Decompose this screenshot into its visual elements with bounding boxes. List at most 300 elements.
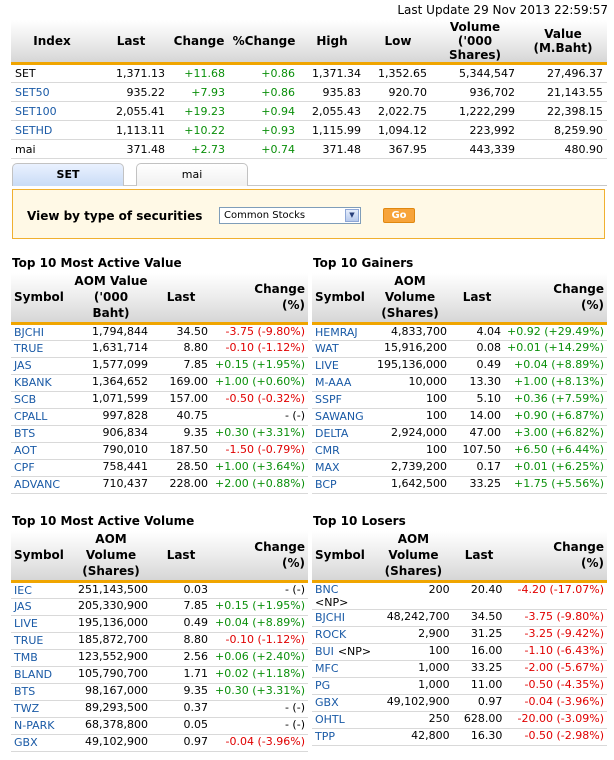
table-row <box>312 391 607 408</box>
change-value: +1.00 (+3.64%) <box>211 459 308 476</box>
most-active-value-title: Top 10 Most Active Value <box>12 256 182 270</box>
last-price: 8.80 <box>151 340 211 357</box>
table-row <box>11 615 308 632</box>
symbol-link[interactable] <box>312 476 370 493</box>
symbol-text: BUI <box>315 645 334 658</box>
table-row <box>11 408 308 425</box>
change-value: +0.15 (+1.95%) <box>211 357 308 374</box>
table-row <box>312 442 607 459</box>
change-value: +0.90 (+6.87%) <box>504 408 607 425</box>
symbol-link[interactable] <box>312 609 374 626</box>
last-price: 0.49 <box>450 357 504 374</box>
symbol-text: BTS <box>14 685 36 698</box>
go-button[interactable]: Go <box>383 208 415 223</box>
index-change: +19.23 <box>169 102 229 121</box>
table-row <box>312 476 607 493</box>
index-value: 480.90 <box>519 140 607 159</box>
last-price: 2.56 <box>151 649 211 666</box>
last-price: 47.00 <box>450 425 504 442</box>
last-price: 14.00 <box>450 408 504 425</box>
symbol-text: TPP <box>315 730 335 743</box>
last-price: 11.00 <box>453 677 506 694</box>
change-value: -3.75 (-9.80%) <box>211 323 308 340</box>
last-price: 7.85 <box>151 598 211 615</box>
aom-value: 123,552,900 <box>71 649 151 666</box>
last-price: 228.00 <box>151 476 211 493</box>
symbol-link[interactable] <box>11 425 71 442</box>
index-table-header <box>11 20 607 64</box>
symbol-text: CPALL <box>14 410 48 423</box>
securities-type-select[interactable] <box>219 207 361 224</box>
index-name[interactable]: SET100 <box>11 102 93 121</box>
last-price: 0.97 <box>453 694 506 711</box>
table-row <box>11 717 308 734</box>
table-row <box>312 323 607 340</box>
index-high: 2,055.43 <box>299 102 365 121</box>
table-row <box>11 357 308 374</box>
filter-label: View by type of securities <box>27 209 203 223</box>
change-value: +3.00 (+6.82%) <box>504 425 607 442</box>
losers-title: Top 10 Losers <box>313 514 406 528</box>
change-value: -0.10 (-1.12%) <box>211 340 308 357</box>
table-row <box>11 683 308 700</box>
change-value: -1.50 (-0.79%) <box>211 442 308 459</box>
table-row <box>11 598 308 615</box>
last-price: 9.35 <box>151 683 211 700</box>
index-volume: 443,339 <box>431 140 519 159</box>
col-change: Change (%) <box>505 531 607 581</box>
index-name: mai <box>11 140 93 159</box>
col-symbol: Symbol <box>312 273 370 323</box>
change-value: -1.10 (-6.43%) <box>505 643 607 660</box>
symbol-link[interactable] <box>312 643 374 660</box>
symbol-text: BNC <box>315 582 339 596</box>
table-row <box>11 374 308 391</box>
change-value: -0.50 (-0.32%) <box>211 391 308 408</box>
symbol-link[interactable] <box>11 408 71 425</box>
table-row <box>312 357 607 374</box>
aom-value: 1,577,099 <box>71 357 151 374</box>
table-row <box>11 323 308 340</box>
aom-value: 2,739,200 <box>370 459 450 476</box>
last-price: 34.50 <box>453 609 506 626</box>
index-last: 1,113.11 <box>93 121 169 140</box>
last-price: 187.50 <box>151 442 211 459</box>
index-volume: 223,992 <box>431 121 519 140</box>
index-low: 367.95 <box>365 140 431 159</box>
symbol-text: LIVE <box>14 617 38 630</box>
index-pct-change: +0.86 <box>229 83 299 102</box>
symbol-text: HEMRAJ <box>315 325 358 339</box>
col-last: Last <box>453 531 506 581</box>
gainers-table <box>312 273 607 494</box>
table-row <box>312 643 607 660</box>
symbol-text: SCB <box>14 393 37 406</box>
index-name[interactable]: SETHD <box>11 121 93 140</box>
symbol-link[interactable] <box>312 581 374 609</box>
symbol-text: IEC <box>14 583 32 597</box>
col-high: High <box>299 20 365 64</box>
col-change: Change (%) <box>211 273 308 323</box>
table-row <box>11 459 308 476</box>
symbol-text: MAX <box>315 461 340 474</box>
symbol-text: BJCHI <box>14 325 44 339</box>
index-low: 920.70 <box>365 83 431 102</box>
symbol-link[interactable] <box>11 581 71 598</box>
last-price: 107.50 <box>450 442 504 459</box>
chevron-down-icon[interactable]: ▼ <box>345 209 359 222</box>
symbol-text: JAS <box>14 600 32 613</box>
symbol-link[interactable] <box>312 374 370 391</box>
symbol-link[interactable] <box>11 615 71 632</box>
symbol-text: ROCK <box>315 628 347 641</box>
col-change: Change (%) <box>504 273 607 323</box>
symbol-link[interactable] <box>11 340 71 357</box>
symbol-text: SAWANG <box>315 410 364 423</box>
symbol-text: KBANK <box>14 376 52 389</box>
index-high: 1,115.99 <box>299 121 365 140</box>
symbol-link[interactable] <box>312 408 370 425</box>
aom-value: 89,293,500 <box>71 700 151 717</box>
col-symbol: Symbol <box>11 273 71 323</box>
index-value: 22,398.15 <box>519 102 607 121</box>
index-table-wrap <box>11 20 607 159</box>
index-volume: 936,702 <box>431 83 519 102</box>
last-price: 7.85 <box>151 357 211 374</box>
table-row <box>312 626 607 643</box>
col-last: Last <box>151 531 211 581</box>
col-last: Last <box>450 273 504 323</box>
aom-value: 1,000 <box>374 660 453 677</box>
symbol-link[interactable] <box>11 323 71 340</box>
symbol-text: TMB <box>14 651 38 664</box>
symbol-link[interactable] <box>312 323 370 340</box>
index-last: 371.48 <box>93 140 169 159</box>
aom-value: 4,833,700 <box>370 323 450 340</box>
col-index: Index <box>11 20 93 64</box>
index-change: +10.22 <box>169 121 229 140</box>
table-row <box>312 609 607 626</box>
symbol-text: LIVE <box>315 359 339 372</box>
aom-value: 997,828 <box>71 408 151 425</box>
table-row <box>11 391 308 408</box>
symbol-text: ADVANC <box>14 478 61 491</box>
symbol-link[interactable] <box>312 626 374 643</box>
symbol-link[interactable] <box>312 660 374 677</box>
index-low: 2,022.75 <box>365 102 431 121</box>
symbol-link[interactable] <box>312 442 370 459</box>
aom-value: 250 <box>374 711 453 728</box>
change-value: +0.04 (+8.89%) <box>504 357 607 374</box>
last-price: 28.50 <box>151 459 211 476</box>
symbol-link[interactable] <box>312 677 374 694</box>
last-price: 8.80 <box>151 632 211 649</box>
col-last: Last <box>151 273 211 323</box>
aom-value: 251,143,500 <box>71 581 151 598</box>
symbol-text: M-AAA <box>315 376 352 389</box>
aom-value: 1,000 <box>374 677 453 694</box>
last-price: 20.40 <box>453 581 506 609</box>
aom-value: 2,900 <box>374 626 453 643</box>
table-row <box>312 728 607 745</box>
table-row <box>312 677 607 694</box>
index-row <box>11 102 607 121</box>
aom-value: 100 <box>370 442 450 459</box>
table-row <box>11 632 308 649</box>
aom-value: 710,437 <box>71 476 151 493</box>
index-last: 1,371.13 <box>93 64 169 83</box>
symbol-text: CMR <box>315 444 340 457</box>
last-price: 9.35 <box>151 425 211 442</box>
last-price: 0.03 <box>151 581 211 598</box>
symbol-text: N-PARK <box>14 719 55 732</box>
aom-value: 15,916,200 <box>370 340 450 357</box>
last-price: 0.17 <box>450 459 504 476</box>
symbol-text: WAT <box>315 342 339 355</box>
aom-value: 49,102,900 <box>71 734 151 751</box>
col-aom: AOM Volume (Shares) <box>370 273 450 323</box>
symbol-link[interactable] <box>11 374 71 391</box>
col-pct-change: %Change <box>229 20 299 64</box>
last-price: 33.25 <box>453 660 506 677</box>
symbol-link[interactable] <box>11 683 71 700</box>
table-row <box>312 660 607 677</box>
symbol-link[interactable] <box>11 476 71 493</box>
col-low: Low <box>365 20 431 64</box>
change-value: -3.75 (-9.80%) <box>505 609 607 626</box>
aom-value: 48,242,700 <box>374 609 453 626</box>
table-header <box>312 273 607 323</box>
aom-value: 2,924,000 <box>370 425 450 442</box>
change-value: -0.04 (-3.96%) <box>211 734 308 751</box>
tab-mai[interactable]: mai <box>136 163 248 186</box>
change-value: +0.36 (+7.59%) <box>504 391 607 408</box>
index-low: 1,352.65 <box>365 64 431 83</box>
change-value: +0.04 (+8.89%) <box>211 615 308 632</box>
symbol-text: TRUE <box>14 634 44 647</box>
last-price: 34.50 <box>151 323 211 340</box>
change-value: +0.01 (+14.29%) <box>504 340 607 357</box>
last-price: 40.75 <box>151 408 211 425</box>
col-aom: AOM Value ('000 Baht) <box>71 273 151 323</box>
symbol-text: GBX <box>14 736 38 749</box>
symbol-link[interactable] <box>312 357 370 374</box>
aom-value: 98,167,000 <box>71 683 151 700</box>
most-active-volume-grid <box>11 531 308 752</box>
most-active-value-table <box>11 273 308 494</box>
index-volume: 5,344,547 <box>431 64 519 83</box>
table-row <box>312 340 607 357</box>
symbol-link[interactable] <box>11 632 71 649</box>
aom-value: 195,136,000 <box>370 357 450 374</box>
last-price: 16.30 <box>453 728 506 745</box>
table-row <box>312 581 607 609</box>
symbol-link[interactable] <box>11 598 71 615</box>
change-value: -4.20 (-17.07%) <box>505 581 607 609</box>
table-row <box>11 734 308 751</box>
most-active-value-grid <box>11 273 308 494</box>
symbol-text: PG <box>315 679 331 692</box>
symbol-text: SSPF <box>315 393 342 406</box>
change-value: -0.04 (-3.96%) <box>505 694 607 711</box>
aom-value: 1,794,844 <box>71 323 151 340</box>
change-value: +0.15 (+1.95%) <box>211 598 308 615</box>
change-value: +2.00 (+0.88%) <box>211 476 308 493</box>
aom-value: 185,872,700 <box>71 632 151 649</box>
index-change: +7.93 <box>169 83 229 102</box>
symbol-link[interactable] <box>11 649 71 666</box>
table-row <box>312 711 607 728</box>
symbol-text: BJCHI <box>315 611 345 624</box>
col-change: Change (%) <box>211 531 308 581</box>
last-price: 5.10 <box>450 391 504 408</box>
change-value: - (-) <box>211 700 308 717</box>
table-header <box>11 273 308 323</box>
change-value: - (-) <box>211 717 308 734</box>
last-price: 4.04 <box>450 323 504 340</box>
symbol-text: DELTA <box>315 427 349 440</box>
index-last: 2,055.41 <box>93 102 169 121</box>
symbol-text: TRUE <box>14 342 44 355</box>
index-row <box>11 121 607 140</box>
col-change: Change <box>169 20 229 64</box>
symbol-link[interactable] <box>11 717 71 734</box>
index-high: 1,371.34 <box>299 64 365 83</box>
table-row <box>11 700 308 717</box>
aom-value: 1,642,500 <box>370 476 450 493</box>
last-price: 33.25 <box>450 476 504 493</box>
gainers-grid <box>312 273 607 494</box>
col-volume: Volume ('000 Shares) <box>431 20 519 64</box>
index-pct-change: +0.93 <box>229 121 299 140</box>
aom-value: 100 <box>370 408 450 425</box>
col-aom: AOM Volume (Shares) <box>374 531 453 581</box>
aom-value: 10,000 <box>370 374 450 391</box>
col-symbol: Symbol <box>312 531 374 581</box>
change-value: +0.02 (+1.18%) <box>211 666 308 683</box>
symbol-link[interactable] <box>11 734 71 751</box>
index-value: 27,496.37 <box>519 64 607 83</box>
losers-table <box>312 531 607 746</box>
index-volume: 1,222,299 <box>431 102 519 121</box>
col-last: Last <box>93 20 169 64</box>
symbol-text: CPF <box>14 461 35 474</box>
index-name[interactable]: SET50 <box>11 83 93 102</box>
symbol-link[interactable] <box>11 357 71 374</box>
table-row <box>312 425 607 442</box>
last-price: 0.37 <box>151 700 211 717</box>
symbol-link[interactable] <box>312 425 370 442</box>
symbol-link[interactable] <box>312 728 374 745</box>
aom-value: 42,800 <box>374 728 453 745</box>
index-row <box>11 64 607 83</box>
aom-value: 205,330,900 <box>71 598 151 615</box>
aom-value: 1,364,652 <box>71 374 151 391</box>
symbol-text: BCP <box>315 478 337 491</box>
table-header <box>11 531 308 581</box>
table-row <box>312 374 607 391</box>
table-row <box>11 476 308 493</box>
table-header <box>312 531 607 581</box>
change-value: +0.01 (+6.25%) <box>504 459 607 476</box>
last-price: 169.00 <box>151 374 211 391</box>
symbol-text: GBX <box>315 696 339 709</box>
table-row <box>11 340 308 357</box>
symbol-link[interactable] <box>11 442 71 459</box>
change-value: -2.00 (-5.67%) <box>505 660 607 677</box>
aom-value: 68,378,800 <box>71 717 151 734</box>
aom-value: 1,631,714 <box>71 340 151 357</box>
index-row <box>11 140 607 159</box>
aom-value: 100 <box>370 391 450 408</box>
index-pct-change: +0.74 <box>229 140 299 159</box>
index-pct-change: +0.86 <box>229 64 299 83</box>
last-price: 0.08 <box>450 340 504 357</box>
table-row <box>11 425 308 442</box>
symbol-link[interactable] <box>11 391 71 408</box>
change-value: -0.50 (-2.98%) <box>505 728 607 745</box>
symbol-link[interactable] <box>11 666 71 683</box>
table-row <box>11 666 308 683</box>
index-high: 935.83 <box>299 83 365 102</box>
index-name: SET <box>11 64 93 83</box>
change-value: -0.10 (-1.12%) <box>211 632 308 649</box>
last-price: 1.71 <box>151 666 211 683</box>
change-value: +0.06 (+2.40%) <box>211 649 308 666</box>
symbol-link[interactable] <box>312 694 374 711</box>
aom-value: 195,136,000 <box>71 615 151 632</box>
symbol-text: OHTL <box>315 713 345 726</box>
last-price: 0.97 <box>151 734 211 751</box>
gainers-title: Top 10 Gainers <box>313 256 414 270</box>
change-value: +1.00 (+0.60%) <box>211 374 308 391</box>
col-symbol: Symbol <box>11 531 71 581</box>
symbol-link[interactable] <box>312 711 374 728</box>
last-price: 628.00 <box>453 711 506 728</box>
index-pct-change: +0.94 <box>229 102 299 121</box>
index-value: 8,259.90 <box>519 121 607 140</box>
index-last: 935.22 <box>93 83 169 102</box>
table-row <box>11 581 308 598</box>
index-change: +2.73 <box>169 140 229 159</box>
change-value: -0.50 (-4.35%) <box>505 677 607 694</box>
change-value: +1.00 (+8.13%) <box>504 374 607 391</box>
symbol-link[interactable] <box>312 391 370 408</box>
losers-grid <box>312 531 607 746</box>
last-price: 0.49 <box>151 615 211 632</box>
aom-value: 790,010 <box>71 442 151 459</box>
table-row <box>312 459 607 476</box>
table-row <box>11 442 308 459</box>
index-value: 21,143.55 <box>519 83 607 102</box>
change-value: +0.30 (+3.31%) <box>211 425 308 442</box>
last-price: 16.00 <box>453 643 506 660</box>
last-price: 157.00 <box>151 391 211 408</box>
last-update: Last Update 29 Nov 2013 22:59:57 <box>397 3 608 17</box>
change-value: -20.00 (-3.09%) <box>505 711 607 728</box>
col-aom: AOM Volume (Shares) <box>71 531 151 581</box>
index-high: 371.48 <box>299 140 365 159</box>
change-value: +6.50 (+6.44%) <box>504 442 607 459</box>
symbol-link[interactable] <box>312 459 370 476</box>
securities-type-selected: Common Stocks <box>224 210 306 221</box>
tab-set[interactable]: SET <box>12 163 124 186</box>
last-price: 13.30 <box>450 374 504 391</box>
symbol-link[interactable] <box>11 700 71 717</box>
most-active-volume-table <box>11 531 308 752</box>
symbol-link[interactable] <box>312 340 370 357</box>
symbol-link[interactable] <box>11 459 71 476</box>
